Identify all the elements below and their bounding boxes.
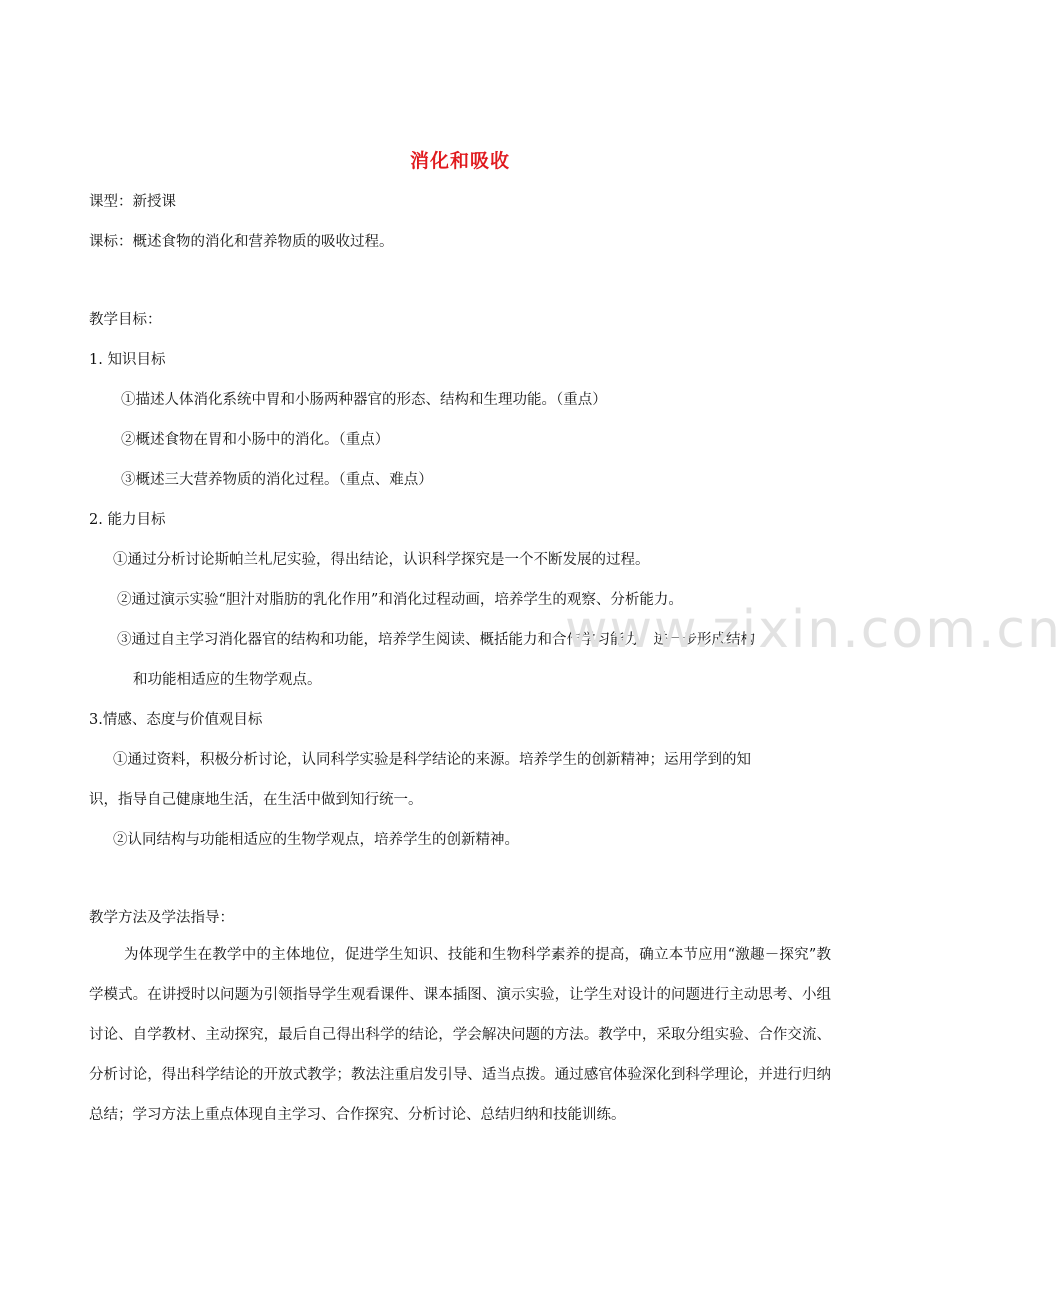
ability-item: ①通过分析讨论斯帕兰札尼实验，得出结论，认识科学探究是一个不断发展的过程。 xyxy=(113,552,650,568)
ability-item: ③通过自主学习消化器官的结构和功能，培养学生阅读、概括能力和合作学习能力，进一步形成结构 xyxy=(117,632,755,648)
objectives-heading: 教学目标： xyxy=(89,312,162,328)
methods-paragraph: 为体现学生在教学中的主体地位，促进学生知识、技能和生物科学素养的提高，确立本节应用“激趣－探究”教学模式。在讲授时以问题为引领指导学生观看课件、课本插图、演示实验，让学生对设计的问题进行主动思考、小组讨论、自学教材、主动探究，最后自己得出科学的结论，学会解决问题的方法。教学中，采取分组实验、合作交流、分析讨论，得出科学结论的开放式教学；教法注重启发引导、适当点拨。通过感官体验深化到科学理论，并进行归纳总结；学习方法上重点体现自主学习、合作探究、分析讨论、总结归纳和技能训练。 xyxy=(89,947,831,1123)
ability-heading: 2. 能力目标 xyxy=(89,512,166,528)
watermark: www.zixin.com.cn xyxy=(565,600,1062,660)
emotion-item-continued: 识，指导自己健康地生活，在生活中做到知行统一。 xyxy=(89,792,423,808)
knowledge-item: ③概述三大营养物质的消化过程。（重点、难点） xyxy=(121,472,433,488)
ability-item: ②通过演示实验“胆汁对脂肪的乳化作用”和消化过程动画，培养学生的观察、分析能力。 xyxy=(117,592,683,608)
knowledge-item: ②概述食物在胃和小肠中的消化。（重点） xyxy=(121,432,390,448)
methods-heading: 教学方法及学法指导： xyxy=(89,910,234,926)
knowledge-heading: 1. 知识目标 xyxy=(89,352,166,368)
emotion-item: ①通过资料，积极分析讨论，认同科学实验是科学结论的来源。培养学生的创新精神；运用学到的知 xyxy=(113,752,751,768)
course-type: 课型：新授课 xyxy=(89,194,176,210)
document-title: 消化和吸收 xyxy=(409,150,510,172)
ability-item-continued: 和功能相适应的生物学观点。 xyxy=(133,672,322,688)
emotion-heading: 3.情感、态度与价值观目标 xyxy=(89,712,263,728)
emotion-item: ②认同结构与功能相适应的生物学观点，培养学生的创新精神。 xyxy=(113,832,519,848)
curriculum-standard: 课标：概述食物的消化和营养物质的吸收过程。 xyxy=(89,234,394,250)
knowledge-item: ①描述人体消化系统中胃和小肠两种器官的形态、结构和生理功能。（重点） xyxy=(121,392,607,408)
